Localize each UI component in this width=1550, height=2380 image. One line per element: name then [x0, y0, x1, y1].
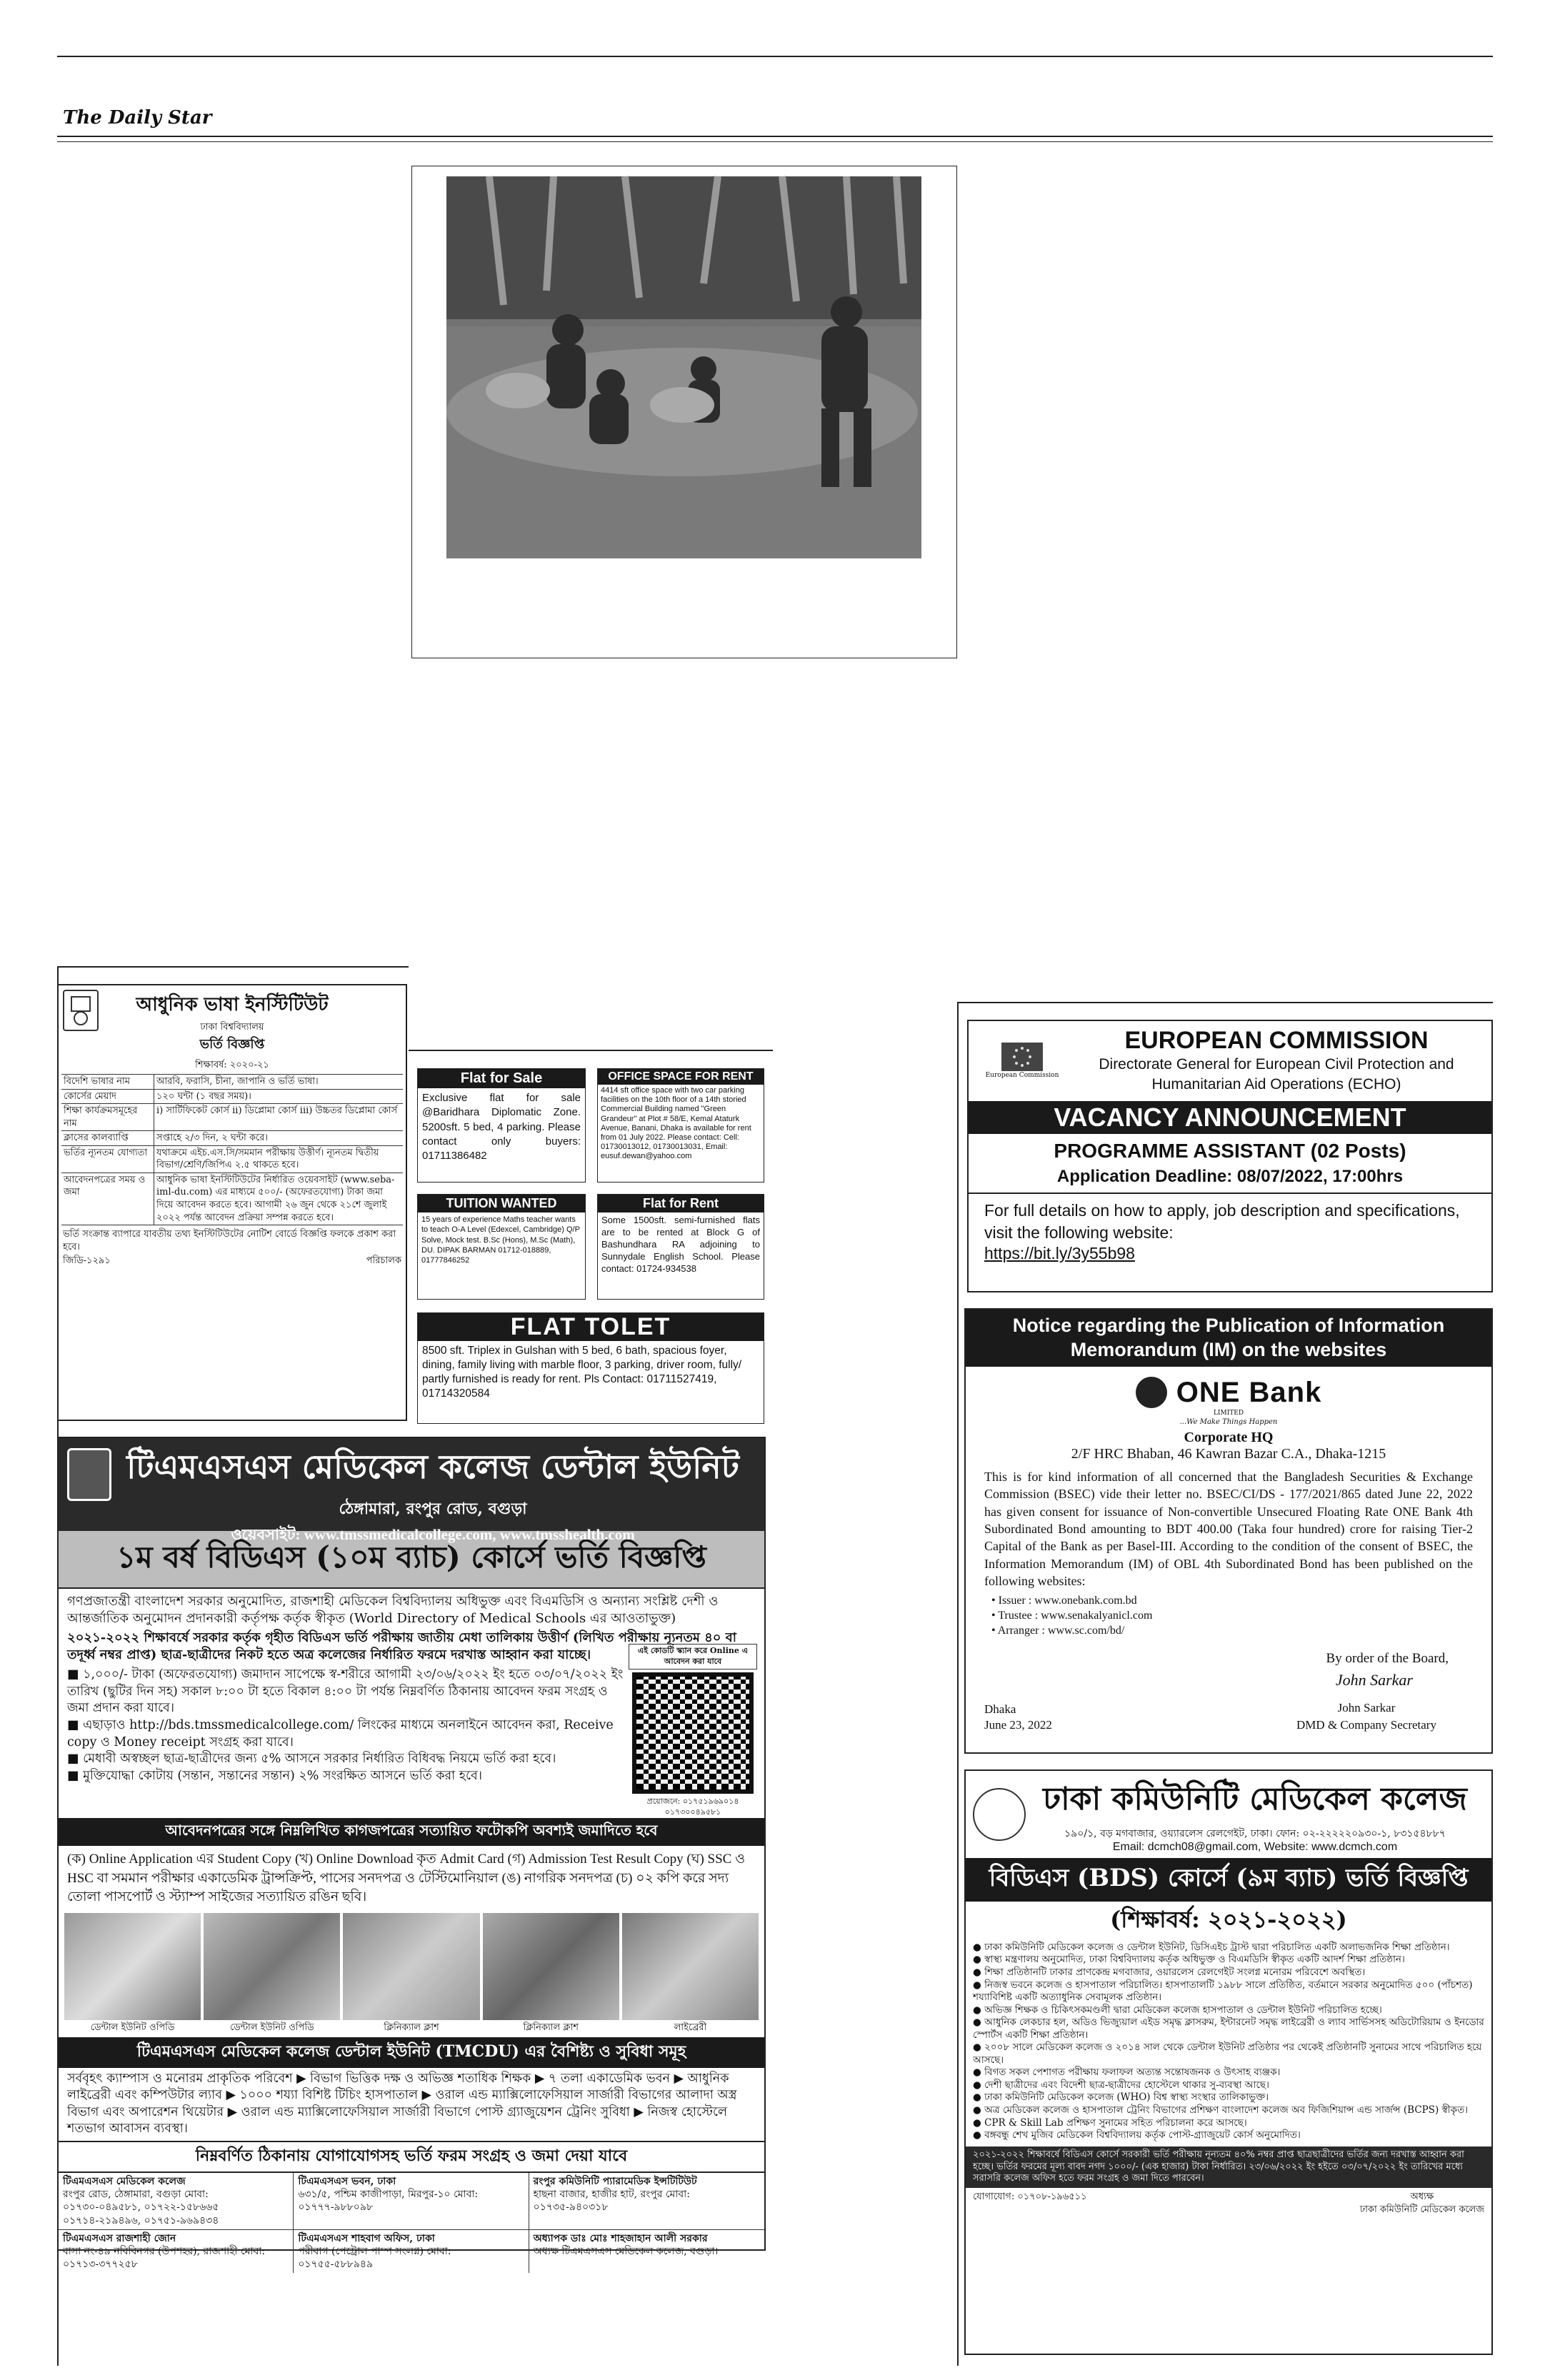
language-institute-table — [61, 1074, 403, 1225]
tmss-headline: ১ম বর্ষ বিডিএস (১০ম ব্যাচ) কোর্সে ভর্তি বিজ্ঞপ্তি — [59, 1531, 764, 1589]
photo-label: ক্লিনিক্যাল ক্লাশ — [384, 2022, 439, 2033]
tmss-intro: গণপ্রজাতন্ত্রী বাংলাদেশ সরকার অনুমোদিত, রাজশাহী মেডিকেল বিশ্ববিদ্যালয় অধিভুক্ত এবং বিএমডিসি ও অন্যান্য সংশ্লিষ্ট দেশী ও আন্তর্জাতিক অনুমোদন প্রদানকারী কর্তৃপক্ষ কর্তৃক স্বীকৃত (World Directory of Medical Schools এর আওতাভুক্ত) — [67, 1594, 719, 1627]
bullet-text: মুক্তিযোদ্ধা কোটায় (সন্তান, সন্তানের সন্তান) ২% সংরক্ষিত আসনে ভর্তি করা হবে। — [83, 1768, 483, 1783]
row-value: ১২০ ঘন্টা (১ বছর সময়)। — [156, 1090, 251, 1102]
tuition-title: TUITION WANTED — [418, 1195, 585, 1212]
ec-vacancy-bar: VACANCY ANNOUNCEMENT — [969, 1101, 1491, 1134]
site-line: • Arranger : www.sc.com/bd/ — [991, 1624, 1125, 1637]
list-item: ● স্বাস্থ্য মন্ত্রণালয় অনুমোদিত, ঢাকা বিশ্ববিদ্যালয় কর্তৃক অধিভুক্ত ও বিএমডিসি স্বীকৃত একটি আদর্শ শিক্ষা প্রতিষ্ঠান। — [973, 1954, 1405, 1966]
row-value: যথাক্রমে এইচ.এস.সি/সমমান পরীক্ষায় উত্তীর্ণ। ন্যূনতম দ্বিতীয় বিভাগ/শ্রেণি/জিপিএ ২.৫ থাকতে হবে। — [156, 1147, 379, 1171]
dcmc-email: Email: dcmch08@gmail.com, Website: www.dcmch.com — [1112, 1840, 1398, 1853]
tmss-bullet — [67, 1768, 631, 1785]
office-space-body: 4414 sft office space with two car parking facilities on the 10th floor of a 14th storied Commercial Building named "Green Grandeur" at Plot # 58/E, Kemal Ataturk Avenue, Banani, Dhaka is available for rent from 01 July 2022. Please contact: Cell: 01730013012, 01730013031, Email: eusuf.dewan@yahoo.com — [601, 1086, 751, 1161]
contact-name: টিএমএসএস রাজশাহী জোন — [63, 2232, 176, 2244]
qr-contact: প্রয়োজনে: ০১৭৫১৯৬৯০১৪ ০১৭৩০০৪৯৫৮১ — [646, 1796, 739, 1817]
row-label: শিক্ষা কার্যক্রমসমূহের নাম — [61, 1104, 154, 1130]
photo-frame — [411, 166, 957, 658]
left-column-top-rule — [57, 966, 409, 968]
list-item: ● ২০০৮ সালে মেডিকেল কলেজ ও ২০১৪ সাল থেকে ডেন্টাল ইউনিট প্রতিষ্ঠার পর থেকেই প্রতিষ্ঠানটি সুনামের সাথে পরিচালিত হয়ে আসছে। — [973, 2042, 1482, 2066]
tmss-contact-header: নিম্নবর্ণিত ঠিকানায় যোগাযোগসহ ভর্তি ফরম সংগ্রহ ও জমা দেয়া যাবে — [59, 2141, 764, 2173]
contact-lines: হাছনা বাজার, হাজীর হাট, রংপুর মোবা: ০১৭৩৫-৯৪০৩১৮ — [533, 2189, 690, 2214]
tmss-bullet — [67, 1751, 631, 1768]
flat-for-rent-ad — [597, 1194, 764, 1300]
square-bullet-icon: ■ — [67, 1718, 84, 1733]
dcmc-footer-note: ২০২১-২০২২ শিক্ষাবর্ষে বিডিএস কোর্সে সরকারী ভর্তি পরীক্ষায় নূন্যতম ৪০% নম্বর প্রাপ্ত ছাত্রছাত্রীদের ভর্তির জন্য দরখাস্ত আহ্বান করা হচ্ছে। ভর্তির ফরমের মূল্য বাবদ নগদ ১০০০/- (এক হাজার) টাকা নির্ধারিত। ২৩/০৬/২০২২ ইং হইতে ০৩/০৭/২০২২ ইং তারিখের মধ্যে সরাসরি কলেজ অফিস হতে ফরম সংগ্রহ ও জমা দিতে পারবেন। — [966, 2146, 1491, 2189]
table-row — [61, 1104, 403, 1131]
tuition-body: 15 years of experience Maths teacher wants to teach O-A Level (Edexcel, Cambridge) Q/P Solve, Mock test. B.Sc (Hons), M.Sc (Math), DU. DIPAK BARMAN 01712-018889, 01777846252 — [421, 1215, 580, 1265]
masthead-rule-1 — [57, 136, 1493, 137]
row-value: আধুনিক ভাষা ইনস্টিটিউটের নির্ধারিত ওয়েবসাইট (www.seba-iml-du.com) এর মাধ্যমে ৫০০/- (অফেরতযোগ্য) টাকা জমা দিয়ে আবেদন করতে হবে। আগামী ২৬ জুন থেকে ২১শে জুলাই ২০২২ পর্যন্ত আবেদন প্রক্রিয়া সম্পন্ন করতে হবে। — [156, 1174, 395, 1223]
circle-bullet-icon: ● — [973, 1966, 985, 1978]
right-column-top-rule — [957, 1002, 1493, 1003]
list-item: ● অভিজ্ঞ শিক্ষক ও চিকিৎসকমণ্ডলী দ্বারা মেডিকেল কলেজ হাসপাতাল ও ডেন্টাল ইউনিট পরিচালিত হচ্ছে। — [973, 2004, 1382, 2016]
tmss-bullet — [67, 1717, 631, 1751]
european-commission-ad — [967, 1020, 1493, 1292]
table-row — [61, 1146, 403, 1173]
dcmc-header — [966, 1771, 1491, 1858]
tmss-logo — [67, 1448, 111, 1501]
circle-bullet-icon: ● — [973, 2017, 985, 2029]
one-bank-logo-text: ONE Bank — [1176, 1376, 1322, 1408]
row-label: আবেদনপত্রের সময় ও জমা — [61, 1173, 154, 1225]
tmss-website: ওয়েবসাইট: www.tmssmedicalcollege.com, www.tmsshealth.com — [231, 1526, 635, 1543]
site-line: • Trustee : www.senakalyanicl.com — [991, 1610, 1153, 1622]
contact-lines: রংপুর রোড, ঠেঙ্গামারা, বগুড়া মোবা: ০১৭৩০-০৪৯৫৮১, ০১৭২২-১৫৮৬৬৫ ০১৭১৪-২১৯৪৯৬, ০১৭৫১-৯৬৯৪৩৪ — [63, 2189, 219, 2226]
table-row — [61, 1090, 403, 1105]
square-bullet-icon: ■ — [67, 1667, 84, 1682]
du-logo — [63, 990, 99, 1031]
photo-library — [622, 1913, 759, 2020]
dcmc-ad — [964, 1769, 1493, 2355]
contact-lines: পরীবাগ (পেট্রোল পাম্প সংলগ্ন) মোবা: ০১৭৫৫-৫৮৮৯৪৯ — [298, 2245, 451, 2271]
one-bank-order: By order of the Board, — [1326, 1651, 1449, 1666]
language-institute-sign-row — [63, 1255, 401, 1267]
tmss-docs-bar: আবেদনপত্রের সঙ্গে নিম্নলিখিত কাগজপত্রের সত্যায়িত ফটোকপি অবশ্যই জমাদিতে হবে — [59, 1818, 764, 1846]
gd-code: জিডি-১২৯১ — [63, 1255, 111, 1267]
language-institute-ad — [57, 984, 407, 1421]
masthead-rule-2 — [57, 141, 1493, 142]
contact-name: টিএমএসএস ভবন, ঢাকা — [298, 2176, 396, 2188]
row-label: কোর্সের মেয়াদ — [61, 1090, 154, 1104]
flat-rent-title: Flat for Rent — [598, 1195, 764, 1212]
one-bank-designation: DMD & Company Secretary — [1296, 1718, 1436, 1732]
photo-label: লাইব্রেরী — [674, 2022, 707, 2033]
tmss-title: টিএমএসএস মেডিকেল কলেজ ডেন্টাল ইউনিট — [126, 1447, 739, 1486]
tmss-address: ঠেঙ্গামারা, রংপুর রোড, বগুড়া — [339, 1500, 527, 1518]
tmss-photos — [64, 1913, 759, 2020]
row-label: বিদেশি ভাষার নাম — [61, 1075, 154, 1089]
photo-dental-opd-1 — [64, 1913, 201, 2020]
right-column-side-rule — [957, 1002, 959, 2366]
ec-deadline: Application Deadline: 08/07/2022, 17:00hrs — [969, 1167, 1491, 1194]
dcmc-logo — [973, 1788, 1026, 1841]
contact-cell — [59, 2173, 294, 2230]
dcmc-session: (শিক্ষাবর্ষ: ২০২১-২০২২) — [1110, 1905, 1347, 1933]
flat-sale-body: Exclusive flat for sale @Baridhara Diplomatic Zone. 5200sft. 5 bed, 4 parking. Please contact only buyers: 01711386482 — [422, 1092, 581, 1162]
one-bank-tagline: ...We Make Things Happen — [1179, 1417, 1278, 1426]
contact-cell — [529, 2230, 764, 2274]
contact-cell — [294, 2230, 529, 2274]
circle-bullet-icon: ● — [973, 2092, 985, 2104]
tmss-bullet — [67, 1667, 631, 1717]
circle-bullet-icon: ● — [973, 2067, 985, 2079]
tuition-wanted-ad — [417, 1194, 586, 1300]
photo-dental-opd-2 — [204, 1913, 340, 2020]
language-institute-notice: ভর্তি বিজ্ঞপ্তি — [199, 1036, 265, 1052]
eu-logo-caption: European Commission — [985, 1071, 1059, 1079]
dcmc-bullets — [966, 1940, 1491, 2144]
circle-bullet-icon: ● — [973, 2104, 985, 2116]
flat-rent-body: Some 1500sft. semi-furnished flats are to be rented at Block G of Bashundhara RA adjoining to Sunnydale English School. Please contact: 01724-934538 — [601, 1215, 760, 1274]
one-bank-hq: Corporate HQ — [1184, 1430, 1274, 1446]
contact-name: টিএমএসএস মেডিকেল কলেজ — [63, 2176, 186, 2188]
tmss-header — [59, 1438, 764, 1543]
square-bullet-icon: ■ — [67, 1768, 84, 1783]
photo-label: ডেন্টাল ইউনিট ওপিডি — [229, 2022, 314, 2033]
bullet-text: এছাড়াও http://bds.tmssmedicalcollege.com/ লিংকের মাধ্যমে অনলাইনে আবেদন করা, Receive copy ও Money receipt সংগ্রহ করা যাবে। — [67, 1718, 614, 1749]
row-label: ভর্তির ন্যূনতম যোগ্যতা — [61, 1146, 154, 1173]
dcmc-address: ১৯০/১, বড় মগবাজার, ওয়্যারলেস রেলগেইট, ঢাকা। ফোন: ০২-২২২২২০৯৩০-১, ৮৩১৫৪৮৮৭ — [1064, 1828, 1446, 1839]
qr-code-icon[interactable] — [632, 1672, 754, 1794]
contact-lines: অধ্যক্ষ টিএমএসএস মেডিকেল কলেজ, বগুড়া। — [533, 2245, 719, 2257]
list-item: ● বঙ্গবন্ধু শেখ মুজিব মেডিকেল বিশ্ববিদ্যালয় কর্তৃক পোস্ট-গ্র্যাজুয়েট কোর্স অনুমোদিত। — [973, 2129, 1301, 2142]
photo-clinical-1 — [343, 1913, 479, 2020]
ec-post: PROGRAMME ASSISTANT (02 Posts) — [1054, 1139, 1406, 1162]
language-institute-title: আধুনিক ভাষা ইনস্টিটিউট — [136, 994, 329, 1015]
list-item: ● নিজস্ব ভবনে কলেজ ও হাসপাতাল পরিচালিত। হাসপাতালটি ১৯৮৮ সালে প্রতিষ্ঠিত, বর্তমানে সরকার অনুমোদিত ৫০০ (পাঁচশত) শয্যাবিশিষ্ট একটি অত্যাধুনিক সেবামূলক প্রতিষ্ঠান। — [973, 1979, 1473, 2004]
one-bank-title: Notice regarding the Publication of Information Memorandum (IM) on the websites — [966, 1310, 1491, 1367]
one-bank-logo-icon — [1136, 1377, 1167, 1408]
contact-cell — [294, 2173, 529, 2230]
tmss-ad — [57, 1437, 766, 2271]
contact-name: রংপুর কমিউনিটি প্যারামেডিক ইন্সটিটিউট — [533, 2176, 697, 2188]
flat-sale-title: Flat for Sale — [418, 1069, 585, 1088]
list-item: ● CPR & Skill Lab প্রশিক্ষণ সুনামের সহিত পরিচালনা করে আসছে। — [973, 2117, 1247, 2129]
eu-logo — [976, 1043, 1069, 1080]
table-row — [61, 1075, 403, 1090]
dcmc-sign — [1360, 2191, 1484, 2216]
list-item: ● ঢাকা কমিউনিটি মেডিকেল কলেজ ও ডেন্টাল ইউনিট, ডিসিএইচ ট্রাস্ট দ্বারা পরিচালিত একটি অলাভজনিক শিক্ষা প্রতিষ্ঠান। — [973, 1941, 1450, 1953]
table-row — [61, 1173, 403, 1225]
classified-top-rule — [409, 1050, 773, 1051]
contact-cell — [529, 2173, 764, 2230]
contact-name: টিএমএসএস শাহবাগ অফিস, ঢাকা — [298, 2232, 435, 2244]
list-item: ● দেশী ছাত্রীদের এবং বিদেশী ছাত্র-ছাত্রীদের হোস্টেলে থাকার সু-ব্যবস্থা আছে। — [973, 2079, 1269, 2091]
qr-block — [629, 1644, 757, 1817]
circle-bullet-icon: ● — [973, 1979, 985, 1991]
circle-bullet-icon: ● — [973, 1941, 985, 1953]
list-item: ● অত্র মেডিকেল কলেজ ও হাসপাতাল ট্রেনিং বিভাগের প্রশিক্ষণ বাংলাদেশ কলেজ অব ফিজিশিয়ান্স এন্ড সার্জন্স (BCPS) স্বীকৃত। — [973, 2104, 1469, 2116]
photo-illustration — [446, 176, 921, 558]
circle-bullet-icon: ● — [973, 2129, 985, 2142]
list-item: ● আধুনিক লেকচার হল, অডিও ভিজ্যুয়াল এইড সমৃদ্ধ ক্লাসরুম, ইন্টারনেট সমৃদ্ধ লাইব্রেরী ও ল্যাব সার্ভিসসহ অডিটোরিয়াম ও ইনডোর স্পোর্টস একটি শিক্ষা প্রতিষ্ঠান। — [973, 2017, 1484, 2041]
bullet-text: মেধাবী অস্বচ্ছল ছাত্র-ছাত্রীদের জন্য ৫% আসনে সরকার নির্ধারিত বিধিবদ্ধ নিয়মে ভর্তি করা হবে। — [83, 1752, 556, 1767]
ec-header — [969, 1021, 1491, 1101]
director-sign: পরিচালক — [366, 1255, 401, 1267]
circle-bullet-icon: ● — [973, 1954, 985, 1966]
one-bank-logo — [966, 1377, 1491, 1427]
contact-lines: বাসা নং-৪৯ নবিবিনগর (উপশহর), রাজশাহী মোবা: ০১৭১৩-৩৭৭২৫৮ — [63, 2245, 266, 2271]
table-row — [61, 1131, 403, 1146]
eu-flag-icon — [1001, 1043, 1043, 1071]
top-rule — [57, 56, 1493, 57]
site-line: • Issuer : www.onebank.com.bd — [991, 1595, 1137, 1607]
office-space-ad — [597, 1068, 764, 1183]
one-bank-date: June 23, 2022 — [984, 1718, 1052, 1732]
circle-bullet-icon: ● — [973, 2079, 985, 2091]
ec-org: EUROPEAN COMMISSION — [1124, 1027, 1429, 1054]
flat-for-sale-ad — [417, 1068, 586, 1183]
language-institute-session: শিক্ষাবর্ষ: ২০২০-২১ — [195, 1059, 269, 1070]
flat-tolet-body: 8500 sft. Triplex in Gulshan with 5 bed, 6 bath, spacious foyer, dining, family living with marble floor, 3 parking, driver room, fully/ partly furnished is ready for rent. Pls Contact: 01711527419, 01714320584 — [422, 1345, 742, 1400]
dcmc-sign-name: ঢাকা কমিউনিটি মেডিকেল কলেজ — [1359, 2204, 1484, 2215]
one-bank-name: John Sarkar — [1337, 1701, 1396, 1714]
circle-bullet-icon: ● — [973, 2117, 985, 2129]
tmss-features: সর্ববৃহৎ ক্যাম্পাস ও মনোরম প্রাকৃতিক পরিবেশ ▶ বিভাগ ভিত্তিক দক্ষ ও অভিজ্ঞ শতাধিক শিক্ষক ▶ ৭ তলা একাডেমিক ভবন ▶ আধুনিক লাইব্রেরী এবং কম্পিউটার ল্যাব ▶ ১০০০ শয্যা বিশিষ্ট টিচিং হাসপাতাল ▶ ওরাল এন্ড ম্যাক্সিলোফেসিয়াল সার্জারী বিভাগের আলাদা অস্ত্র বিভাগ এবং অপারেশন থিয়েটার ▶ ওরাল এন্ড ম্যাক্সিলোফেসিয়াল সার্জারী বিভাগে পোস্ট গ্র্যাজুয়েশন ট্রেনিং সুবিধা ▶ নিজস্ব হোস্টেলে শতভাগ আবাসন ব্যবস্থা। — [67, 2071, 737, 2137]
dcmc-sign-title: অধ্যক্ষ — [1410, 2191, 1434, 2203]
qr-caption: এই কোডটি স্ক্যান করে Online এ আবেদন করা যাবে — [629, 1644, 757, 1669]
row-value: i) সার্টিফিকেট কোর্স ii) ডিপ্লোমা কোর্স iii) উচ্চতর ডিপ্লোমা কোর্স — [156, 1105, 398, 1117]
office-space-title: OFFICE SPACE FOR RENT — [598, 1069, 764, 1085]
one-bank-address: 2/F HRC Bhaban, 46 Kawran Bazar C.A., Dhaka-1215 — [1071, 1446, 1386, 1462]
one-bank-sites — [966, 1590, 1491, 1638]
one-bank-logo-sub: LIMITED — [1213, 1409, 1244, 1417]
tmss-features-bar: টিএমএসএস মেডিকেল কলেজ ডেন্টাল ইউনিট (TMCDU) এর বৈশিষ্ট্য ও সুবিধা সমূহ — [59, 2037, 764, 2068]
dcmc-headline: বিডিএস (BDS) কোর্সে (৯ম ব্যাচ) ভর্তি বিজ্ঞপ্তি — [966, 1858, 1491, 1902]
ec-details: For full details on how to apply, job description and specifications, visit the following website: — [984, 1200, 1460, 1242]
tmss-photo-labels — [64, 2022, 759, 2034]
contact-lines: ৬৩১/৫, পশ্চিম কাজীপাড়া, মিরপুর-১০ মোবা: ০১৭৭৭-৯৮৮০৯৮ — [298, 2189, 479, 2214]
tmss-intro2: ২০২১-২০২২ শিক্ষাবর্ষে সরকার কর্তৃক গৃহীত বিডিএস ভর্তি পরীক্ষায় জাতীয় মেধা তালিকায় উত্তীর্ণ (লিখিত পরীক্ষায় ন্যূনতম ৪০ বা তদূর্ধ্ব নম্বর প্রাপ্ত) ছাত্র-ছাত্রীদের নিকট হতে অত্র কলেজের নির্ধারিত ফরমে দরখাস্ত আহ্বান করা যাচ্ছে। — [67, 1630, 736, 1662]
list-item: ● ঢাকা কমিউনিটি মেডিকেল কলেজ (WHO) বিশ্ব স্বাস্থ্য সংস্থার তালিকাভুক্ত। — [973, 2092, 1269, 2104]
ec-dg: Directorate General for European Civil Protection and Humanitarian Aid Operations (ECHO) — [1099, 1056, 1454, 1093]
list-item: ● শিক্ষা প্রতিষ্ঠানটি ঢাকার প্রাণকেন্দ্র মগবাজার, ওয়ারলেস রেলগেইট সংলগ্ন মনোরম পরিবেশে অবস্থিত। — [973, 1966, 1366, 1978]
row-value: আরবি, ফরাসি, চীনা, জাপানি ও ভর্তি ভাষা। — [156, 1076, 319, 1088]
circle-bullet-icon: ● — [973, 2042, 985, 2054]
one-bank-body: This is for kind information of all concerned that the Bangladesh Securities & Exchange Commission (BSEC) vide their letter no. BSEC/CI/DS - 177/2021/865 dated June 22, 2022 has given consent for issuance of Non-convertible Unsecured Floating Rate ONE Bank 4th Subordinated Bond amounting to BDT 400.00 (Taka four hundred) crore for raising Tier-2 Capital of the Bank as per Basel-III. According to the condition of the consent of BSEC, the Information Memorandum (IM) of OBL 4th Subordinated Bond has been published on the following websites: — [984, 1470, 1473, 1588]
tmss-contacts — [59, 2173, 764, 2273]
language-institute-footer: ভর্তি সংক্রান্ত ব্যাপারে যাবতীয় তথ্য ইনস্টিটিউটের নোটিশ বোর্ডে বিজ্ঞপ্তি ফলকে প্রকাশ করা হবে। — [63, 1229, 396, 1252]
one-bank-signature: John Sarkar — [1335, 1671, 1413, 1689]
contact-cell — [59, 2230, 294, 2274]
news-photo — [446, 176, 921, 558]
row-value: সপ্তাহে ২/৩ দিন, ২ ঘন্টা করে। — [156, 1133, 269, 1144]
dcmc-sign-row — [966, 2188, 1491, 2219]
flat-tolet-title: FLAT TOLET — [418, 1313, 764, 1341]
row-label: ক্লাসের কালব্যাপ্তি — [61, 1131, 154, 1145]
masthead-logo: The Daily Star — [63, 107, 212, 129]
photo-label: ক্লিনিক্যাল ক্লাশ — [523, 2022, 579, 2033]
ec-link[interactable]: https://bit.ly/3y55b98 — [984, 1243, 1135, 1262]
circle-bullet-icon: ● — [973, 2004, 985, 2016]
one-bank-place: Dhaka — [984, 1702, 1016, 1716]
one-bank-ad — [964, 1308, 1493, 1754]
square-bullet-icon: ■ — [67, 1752, 84, 1767]
flat-tolet-ad — [417, 1312, 764, 1424]
contact-name: অধ্যাপক ডাঃ মোঃ শাহজাহান আলী সরকার — [533, 2232, 708, 2244]
list-item: ● বিগত সকল পেশাগত পরীক্ষায় ফলাফল অত্যন্ত সন্তোষজনক ও উৎসাহ ব্যঞ্জক। — [973, 2067, 1281, 2079]
photo-clinical-2 — [483, 1913, 619, 2020]
photo-label: ডেন্টাল ইউনিট ওপিডি — [90, 2022, 175, 2033]
bullet-text: ১,০০০/- টাকা (অফেরতযোগ্য) জমাদান সাপেক্ষে স্ব-শরীরে আগামী ২৩/০৬/২০২২ ইং হতে ০৩/০৭/২০২২ ইং তারিখ (ছুটির দিন সহ) সকাল ৮:০০ টা হতে বিকাল ৪:০০ টা পর্যন্ত নিম্নবর্ণিত ঠিকানায় আবেদন ফরম সংগ্রহ ও জমা প্রদান করা যাবে। — [67, 1667, 624, 1716]
tmss-docs: (ক) Online Application এর Student Copy (খ) Online Download কৃত Admit Card (গ) Admission Test Result Copy (ঘ) SSC ও HSC বা সমমান পরীক্ষার একাডেমিক ট্রান্সক্রিপ্ট, পাসের সনদপত্র ও টেস্টিমোনিয়াল (ঙ) নাগরিক সনদপত্র (চ) ০২ কপি করে সদ্য তোলা পাসপোর্ট ও স্ট্যাম্প সাইজের সত্যায়িত রঙিন ছবি। — [67, 1852, 746, 1905]
dcmc-title: ঢাকা কমিউনিটি মেডিকেল কলেজ — [1043, 1781, 1467, 1817]
language-institute-university: ঢাকা বিশ্ববিদ্যালয় — [200, 1022, 264, 1033]
dcmc-contact: যোগাযোগ: ০১৭০৮-১৯৬৫১১ — [973, 2191, 1087, 2203]
